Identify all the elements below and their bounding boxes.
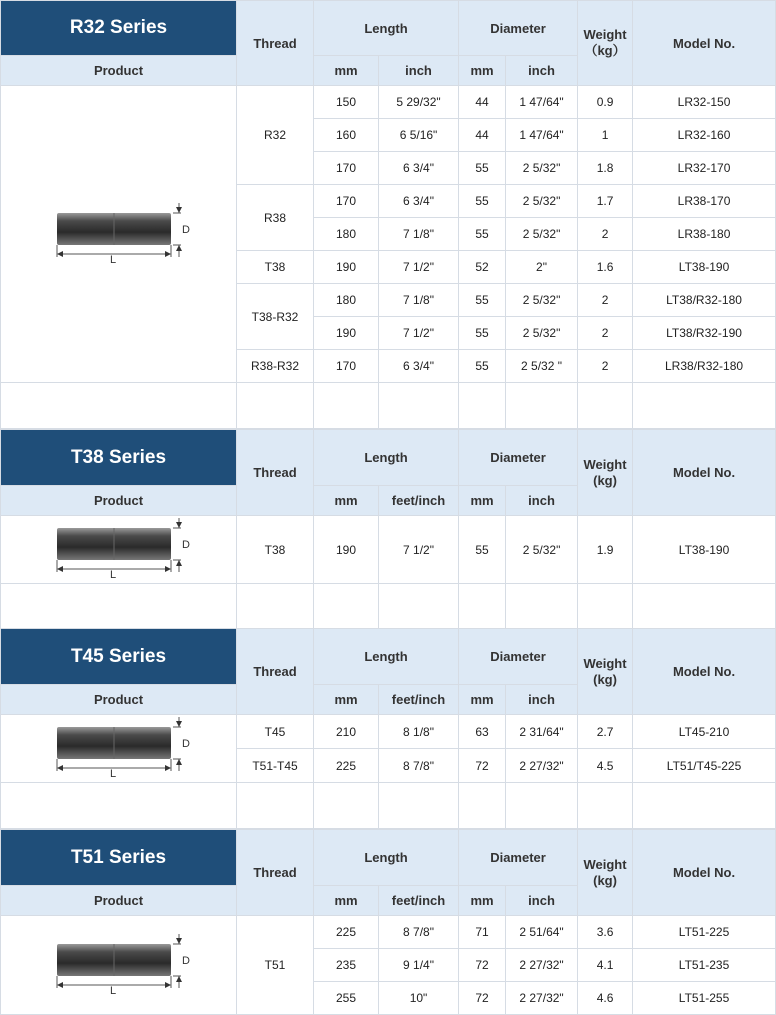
diameter-label: D: [181, 223, 190, 236]
cell-length-mm: 225: [314, 916, 379, 949]
weight-header: [578, 629, 633, 715]
cell-model-no: LT38/R32-180: [633, 284, 776, 317]
model-no-header: Model No.: [633, 1, 776, 86]
cell-diameter-mm: 55: [459, 152, 506, 185]
diameter-label: D: [181, 954, 190, 967]
cell-length-mm: 190: [314, 251, 379, 284]
empty-cell: [379, 584, 459, 630]
series-title: T51 Series: [1, 830, 237, 886]
cell-model-no: LT51/T45-225: [633, 749, 776, 783]
cell-diameter-inch: 2 5/32": [506, 317, 578, 350]
length-mm-header: mm: [314, 886, 379, 916]
cell-thread: T45: [237, 715, 314, 749]
cell-thread: T51: [237, 916, 314, 1015]
diameter-label: D: [181, 738, 190, 750]
cell-length-inch: 8 7/8": [379, 749, 459, 783]
cell-length-inch: 6 3/4": [379, 350, 459, 383]
spacer-row: [1, 783, 776, 829]
model-no-header: Model No.: [633, 430, 776, 516]
length-header: Length: [314, 1, 459, 56]
cell-length-inch: 6 3/4": [379, 152, 459, 185]
cell-diameter-inch: 2 5/32": [506, 284, 578, 317]
empty-cell: [1, 383, 237, 429]
cell-weight: 4.6: [578, 982, 633, 1015]
cell-diameter-mm: 55: [459, 317, 506, 350]
cell-length-inch: 6 3/4": [379, 185, 459, 218]
cell-diameter-inch: 2 27/32": [506, 749, 578, 783]
product-image: [1, 916, 237, 1015]
table-row: [1, 715, 776, 749]
cell-length-mm: 210: [314, 715, 379, 749]
cell-weight: 1.9: [578, 516, 633, 584]
cell-diameter-mm: 55: [459, 284, 506, 317]
weight-header-label: Weight: [583, 856, 627, 872]
empty-cell: [314, 584, 379, 630]
cell-weight: 1.8: [578, 152, 633, 185]
cell-diameter-inch: 2 31/64": [506, 715, 578, 749]
header-row: [1, 830, 776, 886]
series-title: T45 Series: [1, 629, 237, 685]
coupling-sleeve-drawing: [49, 932, 189, 996]
cell-thread: R38-R32: [237, 350, 314, 383]
cell-model-no: LT51-235: [633, 949, 776, 982]
weight-header-label: Weight: [583, 27, 627, 42]
cell-diameter-mm: 55: [459, 516, 506, 584]
spacer-row: [1, 584, 776, 630]
thread-header: Thread: [237, 629, 314, 715]
cell-length-inch: 5 29/32": [379, 86, 459, 119]
length-header: Length: [314, 430, 459, 486]
table-row: [1, 916, 776, 949]
product-header: Product: [1, 56, 237, 86]
empty-cell: [578, 383, 633, 429]
diameter-mm-header: mm: [459, 685, 506, 715]
length-header: Length: [314, 629, 459, 685]
weight-header-label: Weight: [583, 655, 627, 671]
length-mm-header: mm: [314, 486, 379, 516]
diameter-inch-header: inch: [506, 886, 578, 916]
weight-header: [578, 830, 633, 916]
diameter-inch-header: inch: [506, 685, 578, 715]
diameter-mm-header: mm: [459, 486, 506, 516]
product-image: [1, 516, 237, 584]
cell-model-no: LR32-170: [633, 152, 776, 185]
cell-length-mm: 255: [314, 982, 379, 1015]
cell-weight: 4.1: [578, 949, 633, 982]
spacer-row: [1, 383, 776, 429]
cell-weight: 2: [578, 350, 633, 383]
empty-cell: [459, 783, 506, 829]
cell-diameter-mm: 44: [459, 119, 506, 152]
diameter-header: Diameter: [459, 1, 578, 56]
cell-thread: T38: [237, 251, 314, 284]
cell-model-no: LR32-160: [633, 119, 776, 152]
cell-length-mm: 170: [314, 185, 379, 218]
cell-model-no: LT51-255: [633, 982, 776, 1015]
cell-length-inch: 9 1/4": [379, 949, 459, 982]
cell-length-mm: 225: [314, 749, 379, 783]
empty-cell: [578, 783, 633, 829]
cell-diameter-inch: 1 47/64": [506, 119, 578, 152]
empty-cell: [379, 783, 459, 829]
model-no-header: Model No.: [633, 629, 776, 715]
spec-table-section: [0, 829, 776, 1015]
cell-length-mm: 180: [314, 218, 379, 251]
cell-diameter-mm: 72: [459, 949, 506, 982]
diameter-mm-header: mm: [459, 886, 506, 916]
cell-model-no: LR32-150: [633, 86, 776, 119]
cell-model-no: LT38-190: [633, 251, 776, 284]
cell-diameter-mm: 71: [459, 916, 506, 949]
cell-diameter-inch: 2 27/32": [506, 949, 578, 982]
weight-header-label: Weight: [583, 456, 627, 472]
cell-model-no: LR38-170: [633, 185, 776, 218]
empty-cell: [633, 383, 776, 429]
cell-thread: T38: [237, 516, 314, 584]
cell-model-no: LT38-190: [633, 516, 776, 584]
cell-weight: 2: [578, 317, 633, 350]
weight-header: [578, 430, 633, 516]
empty-cell: [237, 584, 314, 630]
product-header: Product: [1, 486, 237, 516]
cell-weight: 1.6: [578, 251, 633, 284]
length-label: L: [109, 569, 116, 581]
length-inch-header: feet/inch: [379, 886, 459, 916]
cell-diameter-mm: 72: [459, 749, 506, 783]
cell-length-mm: 235: [314, 949, 379, 982]
empty-cell: [459, 584, 506, 630]
empty-cell: [506, 783, 578, 829]
cell-length-inch: 7 1/8": [379, 218, 459, 251]
cell-diameter-inch: 2 51/64": [506, 916, 578, 949]
cell-diameter-mm: 55: [459, 185, 506, 218]
cell-diameter-mm: 55: [459, 218, 506, 251]
cell-model-no: LR38-180: [633, 218, 776, 251]
table-row: [1, 516, 776, 584]
weight-header: [578, 1, 633, 86]
empty-cell: [237, 783, 314, 829]
model-no-header: Model No.: [633, 830, 776, 916]
cell-length-mm: 170: [314, 152, 379, 185]
cell-diameter-inch: 2 5/32": [506, 516, 578, 584]
header-row: [1, 1, 776, 56]
cell-length-inch: 8 7/8": [379, 916, 459, 949]
length-header: Length: [314, 830, 459, 886]
diameter-header: Diameter: [459, 430, 578, 486]
weight-header-unit: （kg）: [584, 43, 626, 58]
cell-length-mm: 180: [314, 284, 379, 317]
series-title: R32 Series: [1, 1, 237, 56]
spec-table-section: [0, 429, 776, 630]
empty-cell: [314, 783, 379, 829]
empty-cell: [633, 783, 776, 829]
cell-length-mm: 150: [314, 86, 379, 119]
length-mm-header: mm: [314, 56, 379, 86]
cell-length-inch: 7 1/2": [379, 516, 459, 584]
cell-diameter-inch: 2 5/32": [506, 185, 578, 218]
cell-weight: 2: [578, 218, 633, 251]
cell-length-mm: 190: [314, 317, 379, 350]
diameter-mm-header: mm: [459, 56, 506, 86]
table-row: [1, 86, 776, 119]
diameter-header: Diameter: [459, 830, 578, 886]
length-inch-header: inch: [379, 56, 459, 86]
cell-diameter-inch: 1 47/64": [506, 86, 578, 119]
cell-length-inch: 7 1/2": [379, 317, 459, 350]
coupling-sleeve-drawing: [49, 201, 189, 265]
cell-diameter-mm: 44: [459, 86, 506, 119]
spec-table-section: [0, 0, 776, 429]
cell-model-no: LT51-225: [633, 916, 776, 949]
cell-length-inch: 8 1/8": [379, 715, 459, 749]
diameter-inch-header: inch: [506, 56, 578, 86]
cell-diameter-mm: 55: [459, 350, 506, 383]
diameter-header: Diameter: [459, 629, 578, 685]
length-inch-header: feet/inch: [379, 685, 459, 715]
cell-thread: T51-T45: [237, 749, 314, 783]
cell-model-no: LT45-210: [633, 715, 776, 749]
cell-thread: R38: [237, 185, 314, 251]
weight-header-unit: (kg): [593, 472, 617, 488]
cell-diameter-mm: 72: [459, 982, 506, 1015]
cell-length-inch: 7 1/8": [379, 284, 459, 317]
empty-cell: [633, 584, 776, 630]
length-mm-header: mm: [314, 685, 379, 715]
empty-cell: [506, 584, 578, 630]
cell-diameter-inch: 2": [506, 251, 578, 284]
cell-model-no: LT38/R32-190: [633, 317, 776, 350]
cell-diameter-inch: 2 27/32": [506, 982, 578, 1015]
empty-cell: [1, 584, 237, 630]
cell-length-inch: 6 5/16": [379, 119, 459, 152]
empty-cell: [314, 383, 379, 429]
cell-diameter-mm: 52: [459, 251, 506, 284]
cell-diameter-inch: 2 5/32 ": [506, 350, 578, 383]
cell-weight: 1.7: [578, 185, 633, 218]
empty-cell: [237, 383, 314, 429]
header-row: [1, 430, 776, 486]
spec-table-section: [0, 628, 776, 829]
length-label: L: [109, 984, 116, 997]
empty-cell: [379, 383, 459, 429]
diameter-label: D: [181, 539, 190, 551]
diameter-inch-header: inch: [506, 486, 578, 516]
cell-length-mm: 160: [314, 119, 379, 152]
cell-weight: 0.9: [578, 86, 633, 119]
cell-length-inch: 7 1/2": [379, 251, 459, 284]
cell-thread: T38-R32: [237, 284, 314, 350]
cell-length-inch: 10": [379, 982, 459, 1015]
product-image: [1, 715, 237, 783]
cell-weight: 2: [578, 284, 633, 317]
cell-weight: 1: [578, 119, 633, 152]
empty-cell: [459, 383, 506, 429]
product-header: Product: [1, 685, 237, 715]
weight-header-unit: (kg): [593, 671, 617, 687]
cell-weight: 2.7: [578, 715, 633, 749]
header-row: [1, 629, 776, 685]
length-inch-header: feet/inch: [379, 486, 459, 516]
coupling-sleeve-drawing: [49, 516, 189, 580]
cell-diameter-inch: 2 5/32": [506, 152, 578, 185]
product-image: [1, 86, 237, 383]
cell-length-mm: 170: [314, 350, 379, 383]
thread-header: Thread: [237, 430, 314, 516]
thread-header: Thread: [237, 1, 314, 86]
empty-cell: [506, 383, 578, 429]
cell-thread: R32: [237, 86, 314, 185]
weight-header-unit: (kg): [593, 872, 617, 888]
length-label: L: [109, 768, 116, 780]
product-header: Product: [1, 886, 237, 916]
empty-cell: [1, 783, 237, 829]
cell-model-no: LR38/R32-180: [633, 350, 776, 383]
cell-weight: 3.6: [578, 916, 633, 949]
cell-diameter-mm: 63: [459, 715, 506, 749]
thread-header: Thread: [237, 830, 314, 916]
coupling-sleeve-drawing: [49, 715, 189, 779]
length-label: L: [109, 253, 116, 266]
cell-length-mm: 190: [314, 516, 379, 584]
empty-cell: [578, 584, 633, 630]
cell-weight: 4.5: [578, 749, 633, 783]
cell-diameter-inch: 2 5/32": [506, 218, 578, 251]
series-title: T38 Series: [1, 430, 237, 486]
